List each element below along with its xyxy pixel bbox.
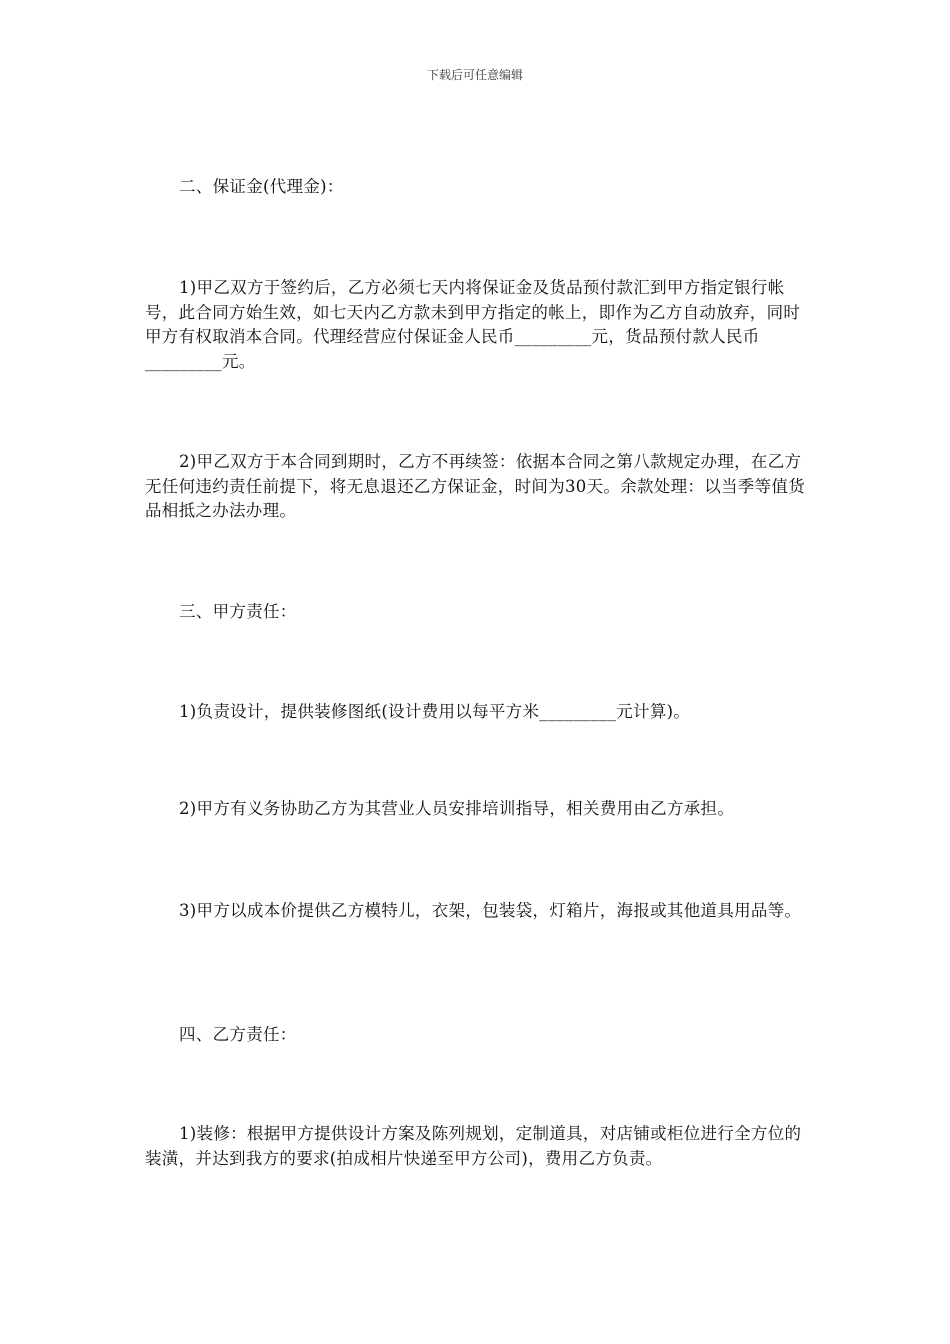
clause-deposit-2: 2)甲乙双方于本合同到期时，乙方不再续签：依据本合同之第八款规定办理，在乙方无任何违约责任前提下，将无息退还乙方保证金，时间为30天。余款处理：以当季等值货品相抵之办法办理。 [145, 452, 805, 520]
section-heading-deposit: 二、保证金(代理金)： [179, 177, 344, 196]
clause-party-a-3: 3)甲方以成本价提供乙方模特儿，衣架，包装袋，灯箱片，海报或其他道具用品等。 [179, 901, 802, 920]
clause-party-b-1: 1)装修：根据甲方提供设计方案及陈列规划，定制道具，对店铺或柜位进行全方位的装潢，并达到我方的要求(拍成相片快递至甲方公司)，费用乙方负责。 [145, 1124, 802, 1168]
header-note: 下载后可任意编辑 [426, 68, 523, 82]
clause-party-a-2: 2)甲方有义务协助乙方为其营业人员安排培训指导，相关费用由乙方承担。 [179, 799, 735, 818]
clause-deposit-1: 1)甲乙双方于签约后，乙方必须七天内将保证金及货品预付款汇到甲方指定银行帐号，此合同方始生效，如七天内乙方款未到甲方指定的帐上，即作为乙方自动放弃，同时甲方有权取消本合同。代理经营应付保证金人民币_________元，货品预付款人民币_________元。 [145, 278, 801, 371]
clause-party-a-1: 1)负责设计，提供装修图纸(设计费用以每平方米_________元计算)。 [179, 702, 691, 721]
section-heading-party-b: 四、乙方责任： [179, 1025, 297, 1044]
section-heading-party-a: 三、甲方责任： [179, 602, 297, 621]
